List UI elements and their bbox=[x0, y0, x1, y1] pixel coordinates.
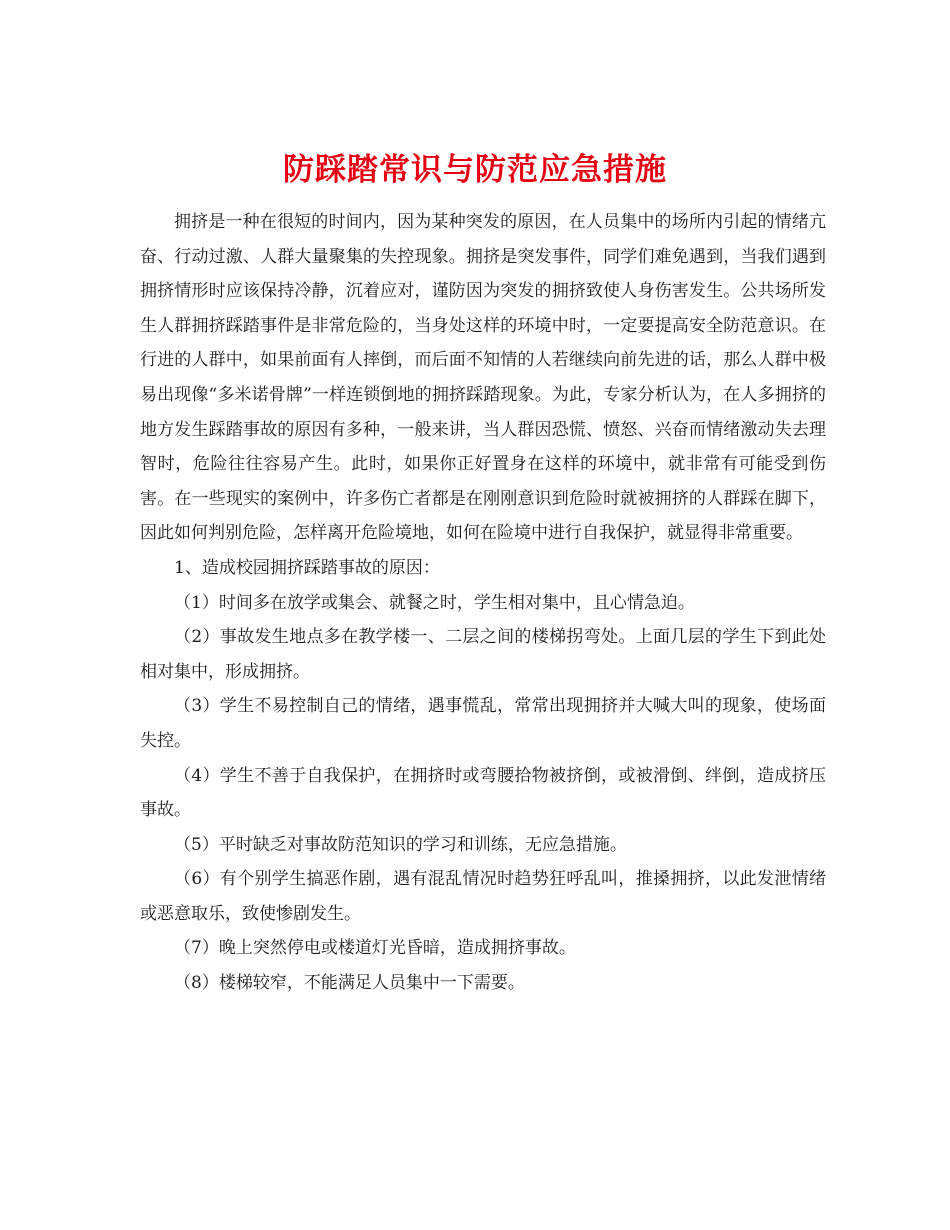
cause-item-4: （4）学生不善于自我保护，在拥挤时或弯腰拾物被挤倒，或被滑倒、绊倒，造成挤压事故。 bbox=[140, 765, 826, 821]
cause-item-8: （8）楼梯较窄，不能满足人员集中一下需要。 bbox=[174, 973, 525, 994]
intro-paragraph: 拥挤是一种在很短的时间内，因为某种突发的原因，在人员集中的场所内引起的情绪亢奋、行动过激、人群大量聚集的失控现象。拥挤是突发事件，同学们难免遇到，当我们遇到拥挤情形时应该保持冷静，沉着应对，谨防因为突发的拥挤致使人身伤害发生。公共场所发生人群拥挤踩踏事件是非常危险的，当身处这样的环境中时，一定要提高安全防范意识。在行进的人群中，如果前面有人摔倒，而后面不知情的人若继续向前先进的话，那么人群中极易出现像“多米诺骨牌”一样连锁倒地的拥挤踩踏现象。为此，专家分析认为，在人多拥挤的地方发生踩踏事故的原因有多种，一般来讲，当人群因恐慌、愤怒、兴奋而情绪激动失去理智时，危险往往容易产生。此时，如果你正好置身在这样的环境中，就非常有可能受到伤害。在一些现实的案例中，许多伤亡者都是在刚刚意识到危险时就被拥挤的人群踩在脚下，因此如何判别危险，怎样离开危险境地，如何在险境中进行自我保护，就显得非常重要。 bbox=[140, 212, 826, 544]
document-body bbox=[140, 205, 826, 1001]
cause-item-3: （3）学生不易控制自己的情绪，遇事慌乱，常常出现拥挤并大喊大叫的现象，使场面失控。 bbox=[140, 696, 826, 751]
cause-item-5: （5）平时缺乏对事故防范知识的学习和训练，无应急措施。 bbox=[174, 834, 627, 855]
cause-item-7: （7）晚上突然停电或楼道灯光昏暗，造成拥挤事故。 bbox=[174, 938, 576, 959]
cause-item-6: （6）有个别学生搞恶作剧，遇有混乱情况时趋势狂呼乱叫，推搡拥挤，以此发泄情绪或恶意取乐，致使惨剧发生。 bbox=[140, 869, 826, 924]
cause-item-2: （2）事故发生地点多在教学楼一、二层之间的楼梯拐弯处。上面几层的学生下到此处相对集中，形成拥挤。 bbox=[140, 627, 826, 682]
section-heading-causes: 1、造成校园拥挤踩踏事故的原因： bbox=[174, 557, 440, 578]
cause-item-1: （1）时间多在放学或集会、就餐之时，学生相对集中，且心情急迫。 bbox=[174, 592, 695, 613]
document-title: 防踩踏常识与防范应急措施 bbox=[283, 151, 667, 188]
